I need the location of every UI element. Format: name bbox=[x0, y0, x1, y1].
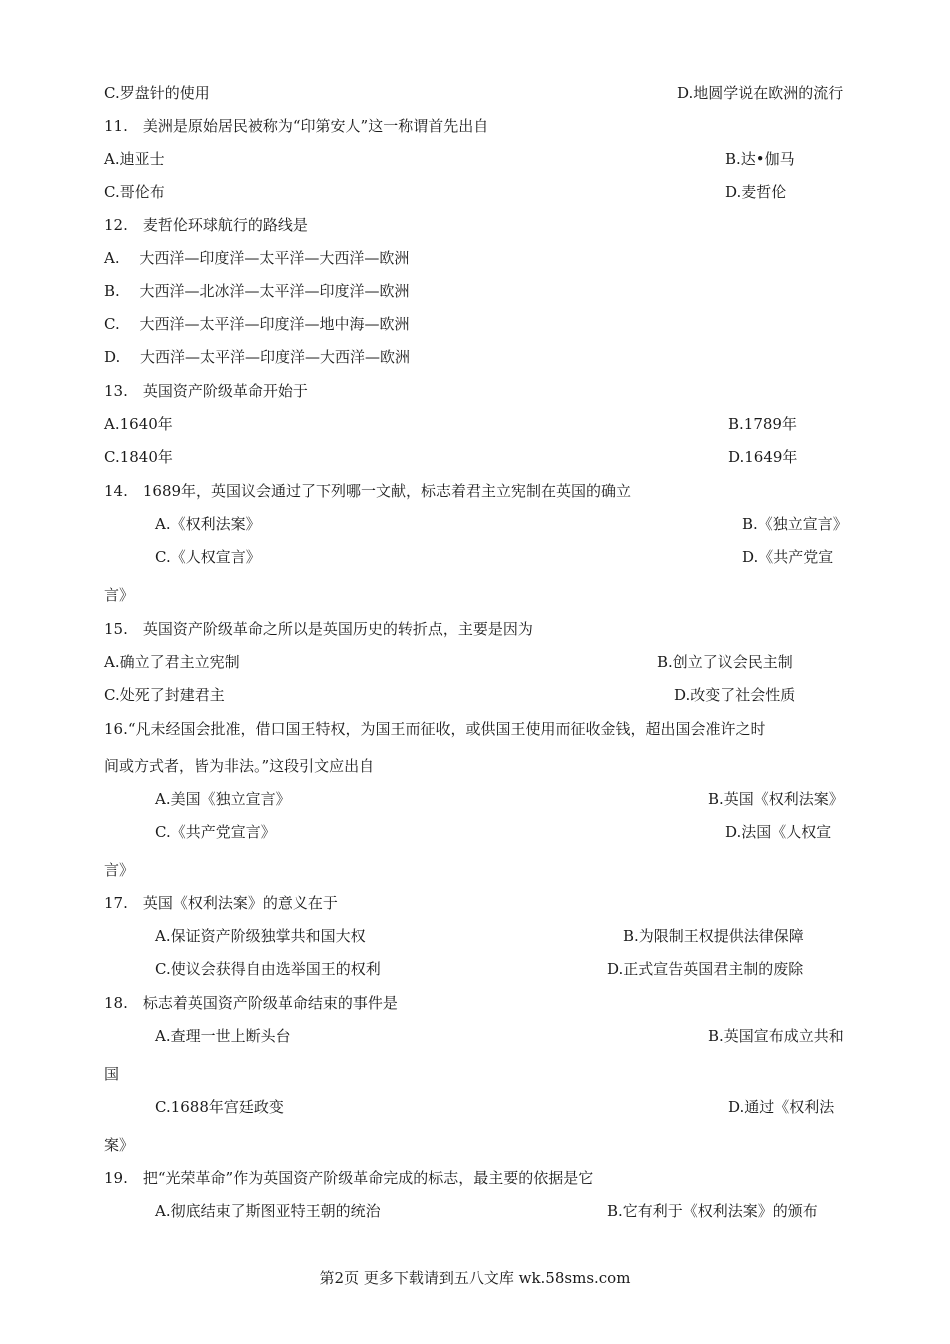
q16-option-d: D.法国《人权宣 bbox=[725, 823, 832, 841]
q14-option-d: D.《共产党宣 bbox=[742, 548, 834, 566]
q15-stem: 15. 英国资产阶级革命之所以是英国历史的转折点，主要是因为 bbox=[104, 620, 533, 638]
q10-option-c: C.罗盘针的使用 bbox=[104, 84, 210, 102]
q18-option-b: B.英国宣布成立共和 bbox=[708, 1027, 844, 1045]
q18-option-c: C.1688年宫廷政变 bbox=[155, 1098, 284, 1116]
q12-stem: 12. 麦哲伦环球航行的路线是 bbox=[104, 216, 308, 234]
q18-option-b-continued: 国 bbox=[104, 1065, 120, 1083]
q17-option-b: B.为限制王权提供法律保障 bbox=[623, 927, 804, 945]
q17-option-c: C.使议会获得自由选举国王的权利 bbox=[155, 960, 381, 978]
q18-stem: 18. 标志着英国资产阶级革命结束的事件是 bbox=[104, 994, 398, 1012]
q11-stem: 11. 美洲是原始居民被称为“印第安人”这一称谓首先出自 bbox=[104, 117, 489, 135]
q12-option-a: A. 大西洋—印度洋—太平洋—大西洋—欧洲 bbox=[104, 249, 410, 267]
q15-option-b: B.创立了议会民主制 bbox=[657, 653, 793, 671]
q16-stem-continued: 间或方式者，皆为非法。”这段引文应出自 bbox=[104, 757, 375, 775]
q13-option-b: B.1789年 bbox=[728, 415, 797, 433]
q14-option-c: C.《人权宣言》 bbox=[155, 548, 261, 566]
q16-option-c: C.《共产党宣言》 bbox=[155, 823, 276, 841]
q15-option-a: A.确立了君主立宪制 bbox=[104, 653, 240, 671]
q15-option-c: C.处死了封建君主 bbox=[104, 686, 225, 704]
q19-option-b: B.它有利于《权利法案》的颁布 bbox=[607, 1202, 818, 1220]
q10-option-d: D.地圆学说在欧洲的流行 bbox=[677, 84, 844, 102]
q14-stem: 14. 1689年，英国议会通过了下列哪一文献，标志着君主立宪制在英国的确立 bbox=[104, 482, 632, 500]
q12-option-d: D. 大西洋—太平洋—印度洋—大西洋—欧洲 bbox=[104, 348, 411, 366]
q13-option-c: C.1840年 bbox=[104, 448, 173, 466]
q16-option-b: B.英国《权利法案》 bbox=[708, 790, 844, 808]
q16-option-d-continued: 言》 bbox=[104, 861, 135, 879]
q14-option-b: B.《独立宣言》 bbox=[742, 515, 848, 533]
q17-option-a: A.保证资产阶级独掌共和国大权 bbox=[155, 927, 366, 945]
q19-option-a: A.彻底结束了斯图亚特王朝的统治 bbox=[155, 1202, 381, 1220]
q13-stem: 13. 英国资产阶级革命开始于 bbox=[104, 382, 308, 400]
q18-option-d-continued: 案》 bbox=[104, 1136, 135, 1154]
q12-option-c: C. 大西洋—太平洋—印度洋—地中海—欧洲 bbox=[104, 315, 410, 333]
q18-option-d: D.通过《权利法 bbox=[728, 1098, 835, 1116]
page-footer: 第2页 更多下载请到五八文库 wk.58sms.com bbox=[319, 1269, 631, 1287]
q11-option-b: B.达•伽马 bbox=[725, 150, 795, 168]
q11-option-c: C.哥伦布 bbox=[104, 183, 165, 201]
q19-stem: 19. 把“光荣革命”作为英国资产阶级革命完成的标志，最主要的依据是它 bbox=[104, 1169, 594, 1187]
q17-stem: 17. 英国《权利法案》的意义在于 bbox=[104, 894, 338, 912]
q11-option-d: D.麦哲伦 bbox=[725, 183, 787, 201]
q11-option-a: A.迪亚士 bbox=[104, 150, 165, 168]
q12-option-b: B. 大西洋—北冰洋—太平洋—印度洋—欧洲 bbox=[104, 282, 410, 300]
q13-option-d: D.1649年 bbox=[728, 448, 798, 466]
q14-option-a: A.《权利法案》 bbox=[155, 515, 261, 533]
q16-option-a: A.美国《独立宣言》 bbox=[155, 790, 291, 808]
q14-option-d-continued: 言》 bbox=[104, 586, 135, 604]
q13-option-a: A.1640年 bbox=[104, 415, 173, 433]
q16-stem: 16.“凡未经国会批准，借口国王特权，为国王而征收，或供国王使用而征收金钱，超出国会准许之时 bbox=[104, 720, 766, 738]
q17-option-d: D.正式宣告英国君主制的废除 bbox=[607, 960, 804, 978]
q15-option-d: D.改变了社会性质 bbox=[674, 686, 796, 704]
q18-option-a: A.查理一世上断头台 bbox=[155, 1027, 291, 1045]
